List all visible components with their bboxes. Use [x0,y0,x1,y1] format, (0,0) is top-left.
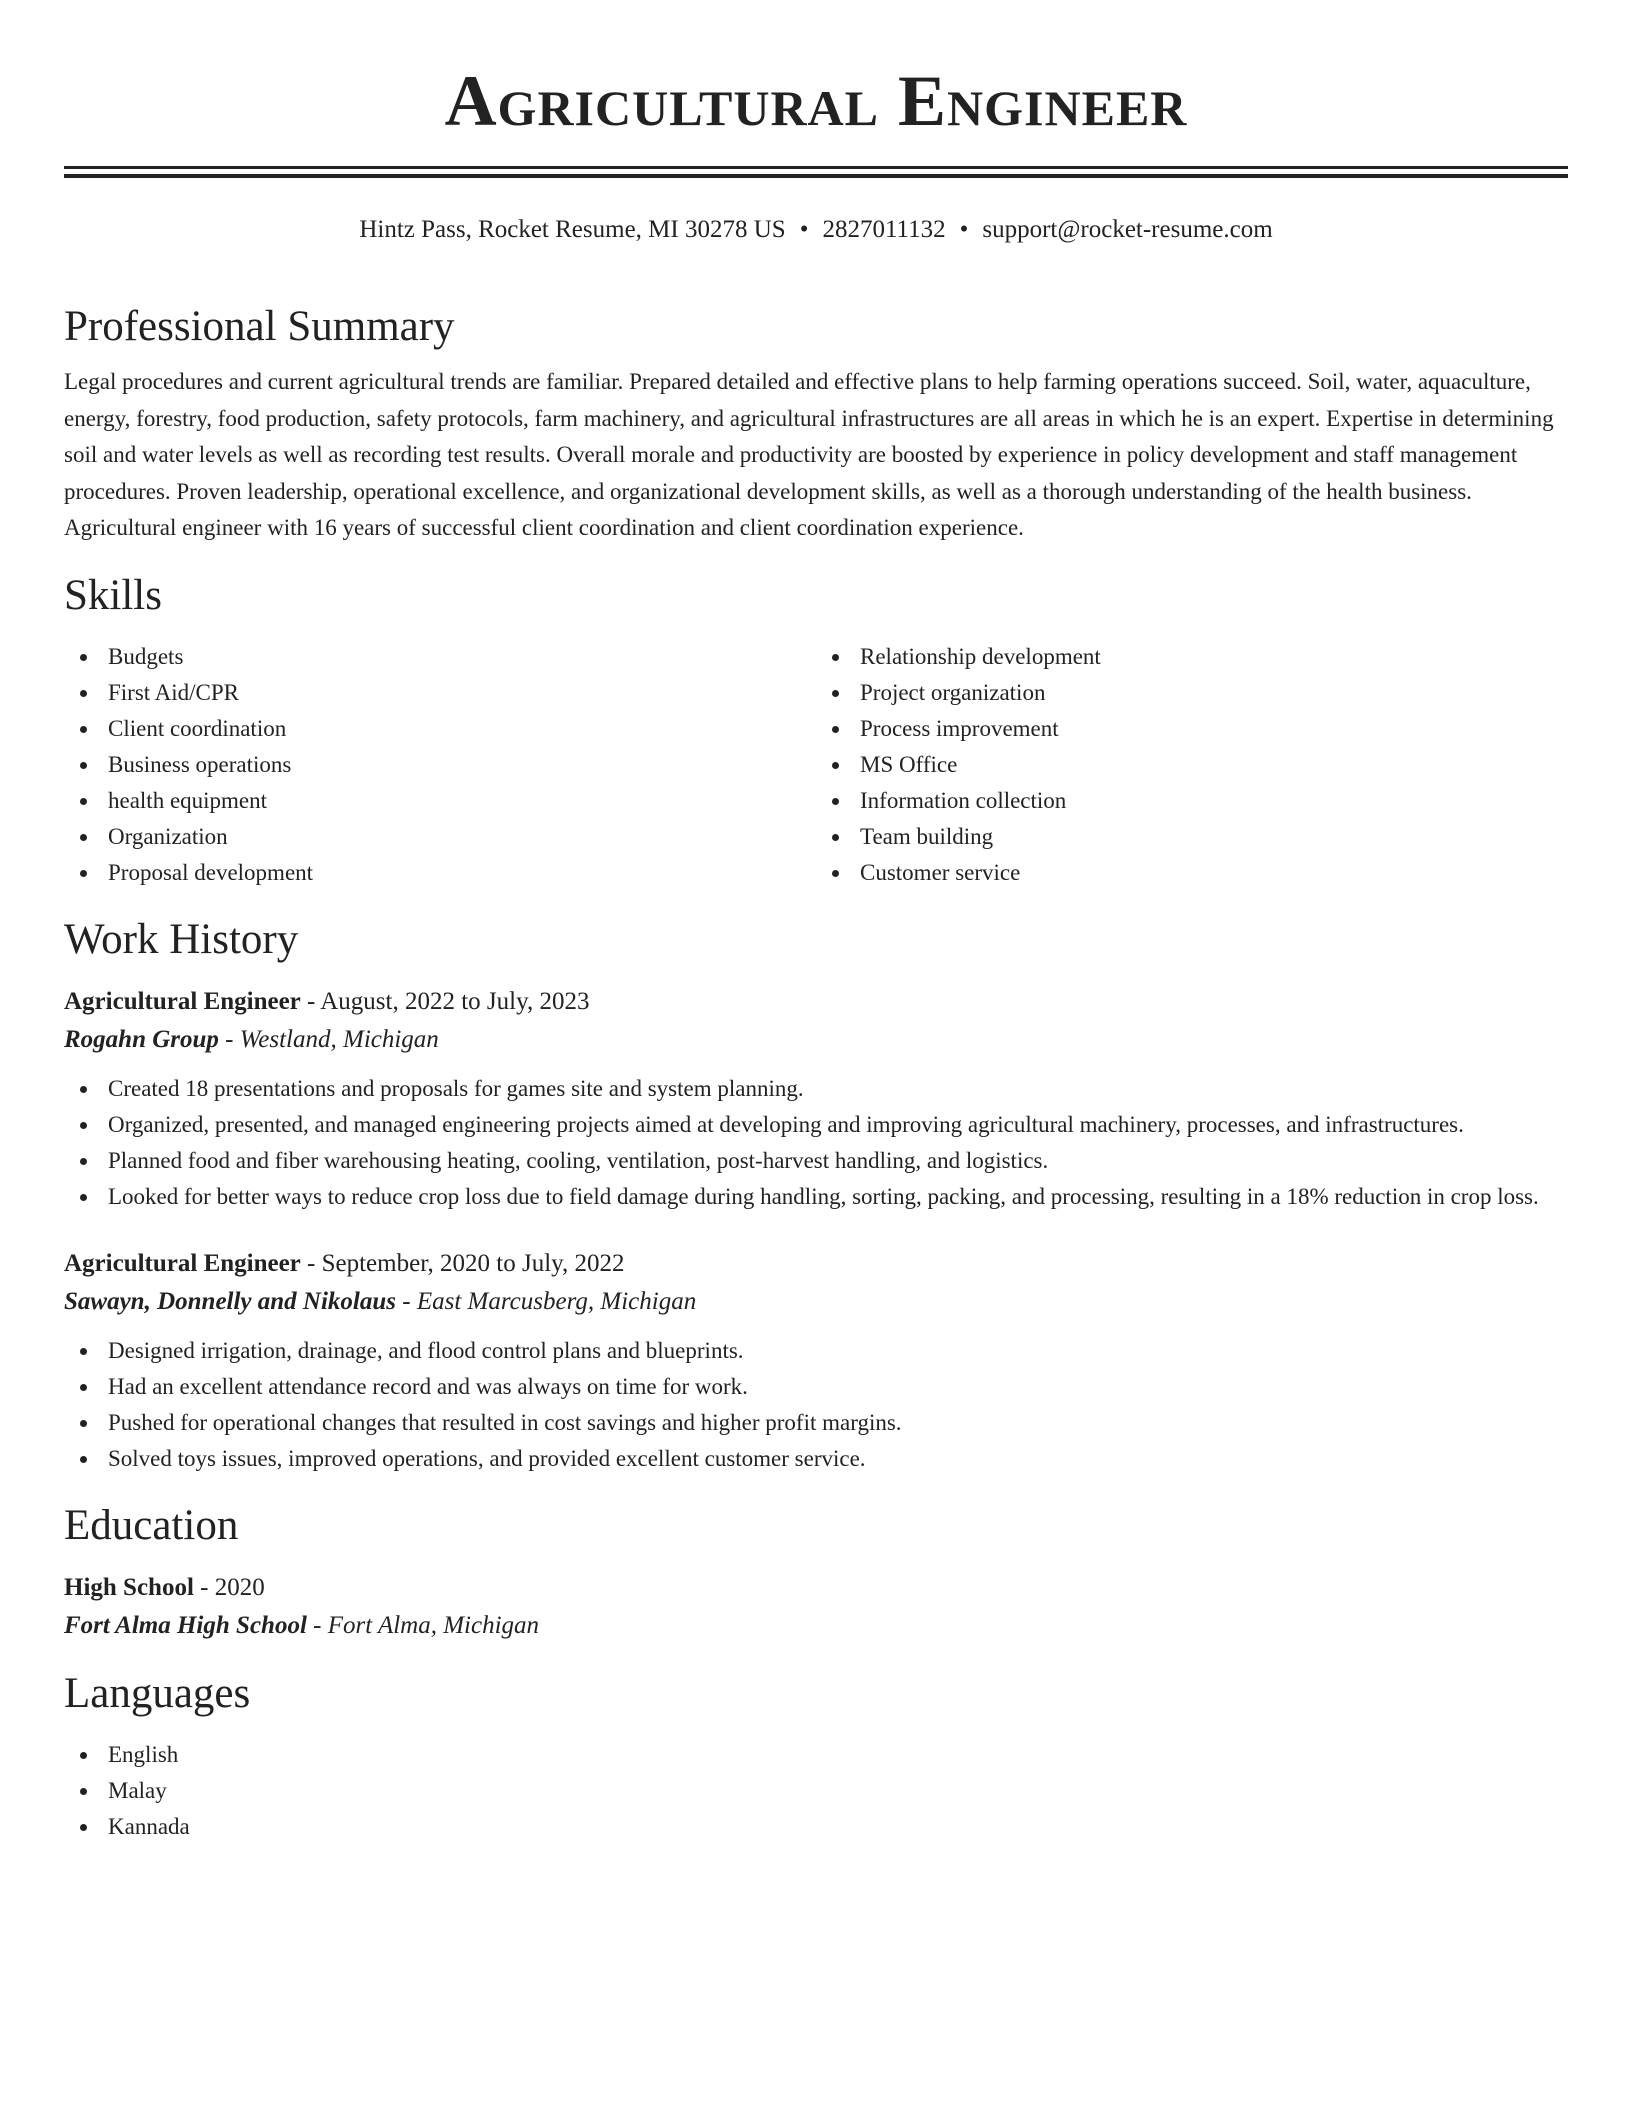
skill-item: First Aid/CPR [64,675,816,711]
job-bullet: Had an excellent attendance record and was always on time for work. [64,1369,1568,1405]
job-dates: - September, 2020 to July, 2022 [300,1249,625,1277]
language-item: English [64,1737,1568,1773]
job-location: - Westland, Michigan [218,1025,439,1053]
skills-column-right [816,639,1568,891]
language-item: Malay [64,1773,1568,1809]
skill-item: Project organization [816,675,1568,711]
job-bullet: Designed irrigation, drainage, and flood control plans and blueprints. [64,1333,1568,1369]
job-entry [64,1245,1568,1477]
skill-item: Organization [64,819,816,855]
job-bullet: Looked for better ways to reduce crop loss due to field damage during handling, sorting, packing, and processing, resulting in a 18% reduction in crop loss. [64,1179,1568,1215]
summary-text: Legal procedures and current agricultural trends are familiar. Prepared detailed and effective plans to help farming operations succeed. Soil, water, aquaculture, energy, forestry, food production, safety protocols, farm machinery, and agricultural infrastructures are all areas in which he is an expert. Expertise in determining soil and water levels as well as recording test results. Overall morale and productivity are boosted by experience in policy development and staff management procedures. Proven leadership, operational excellence, and organizational development skills, as well as a thorough understanding of the health business. Agricultural engineer with 16 years of successful client coordination and client coordination experience. [64,369,1554,540]
job-role: Agricultural Engineer [64,1249,301,1277]
education-year: - 2020 [193,1573,265,1601]
skill-item: MS Office [816,747,1568,783]
job-role: Agricultural Engineer [64,987,301,1015]
job-bullet: Pushed for operational changes that resulted in cost savings and higher profit margins. [64,1405,1568,1441]
skill-item: Relationship development [816,639,1568,675]
job-bullet: Solved toys issues, improved operations, and provided excellent customer service. [64,1441,1568,1477]
languages-section [64,1667,1568,1845]
section-title-languages: Languages [64,1669,251,1717]
skill-item: Customer service [816,855,1568,891]
job-bullets [64,1333,1568,1477]
languages-list [64,1737,1568,1845]
contact-separator: • [799,216,809,243]
skills-column-left [64,639,816,891]
contact-phone: 2827011132 [822,216,946,243]
job-entry [64,983,1568,1215]
contact-address: Hintz Pass, Rocket Resume, MI 30278 US [359,216,786,243]
skill-item: Process improvement [816,711,1568,747]
skill-item: Information collection [816,783,1568,819]
section-title-skills: Skills [64,571,162,619]
job-company: Sawayn, Donnelly and Nikolaus [64,1287,397,1315]
education-location: - Fort Alma, Michigan [306,1611,540,1639]
professional-summary-section [64,300,1568,547]
job-bullet: Organized, presented, and managed engineering projects aimed at developing and improving agricultural machinery, processes, and infrastructures. [64,1107,1568,1143]
contact-email: support@rocket-resume.com [982,216,1273,243]
job-location: - East Marcusberg, Michigan [396,1287,697,1315]
work-history-section [64,913,1568,1477]
education-degree: High School [64,1573,194,1601]
skills-columns [64,639,1568,891]
section-title-work-history: Work History [64,915,299,963]
education-section [64,1499,1568,1645]
job-title-line [64,1245,1568,1283]
education-degree-line [64,1569,1568,1607]
job-bullets [64,1071,1568,1215]
contact-separator: • [959,216,969,243]
job-bullet: Created 18 presentations and proposals for games site and system planning. [64,1071,1568,1107]
language-item: Kannada [64,1809,1568,1845]
job-title-line [64,983,1568,1021]
job-company-line [64,1021,1568,1059]
contact-line [64,178,1568,288]
job-company: Rogahn Group [64,1025,219,1053]
skill-item: Business operations [64,747,816,783]
job-bullet: Planned food and fiber warehousing heating, cooling, ventilation, post-harvest handling, and logistics. [64,1143,1568,1179]
resume-name-title: Agricultural Engineer [444,61,1188,141]
skill-item: Client coordination [64,711,816,747]
skill-item: Budgets [64,639,816,675]
education-school: Fort Alma High School [64,1611,307,1639]
section-title-summary: Professional Summary [64,303,455,350]
skills-section [64,569,1568,891]
job-dates: - August, 2022 to July, 2023 [300,987,590,1015]
skill-item: health equipment [64,783,816,819]
skill-item: Proposal development [64,855,816,891]
skill-item: Team building [816,819,1568,855]
education-school-line [64,1607,1568,1645]
job-company-line [64,1283,1568,1321]
section-title-education: Education [64,1501,239,1549]
